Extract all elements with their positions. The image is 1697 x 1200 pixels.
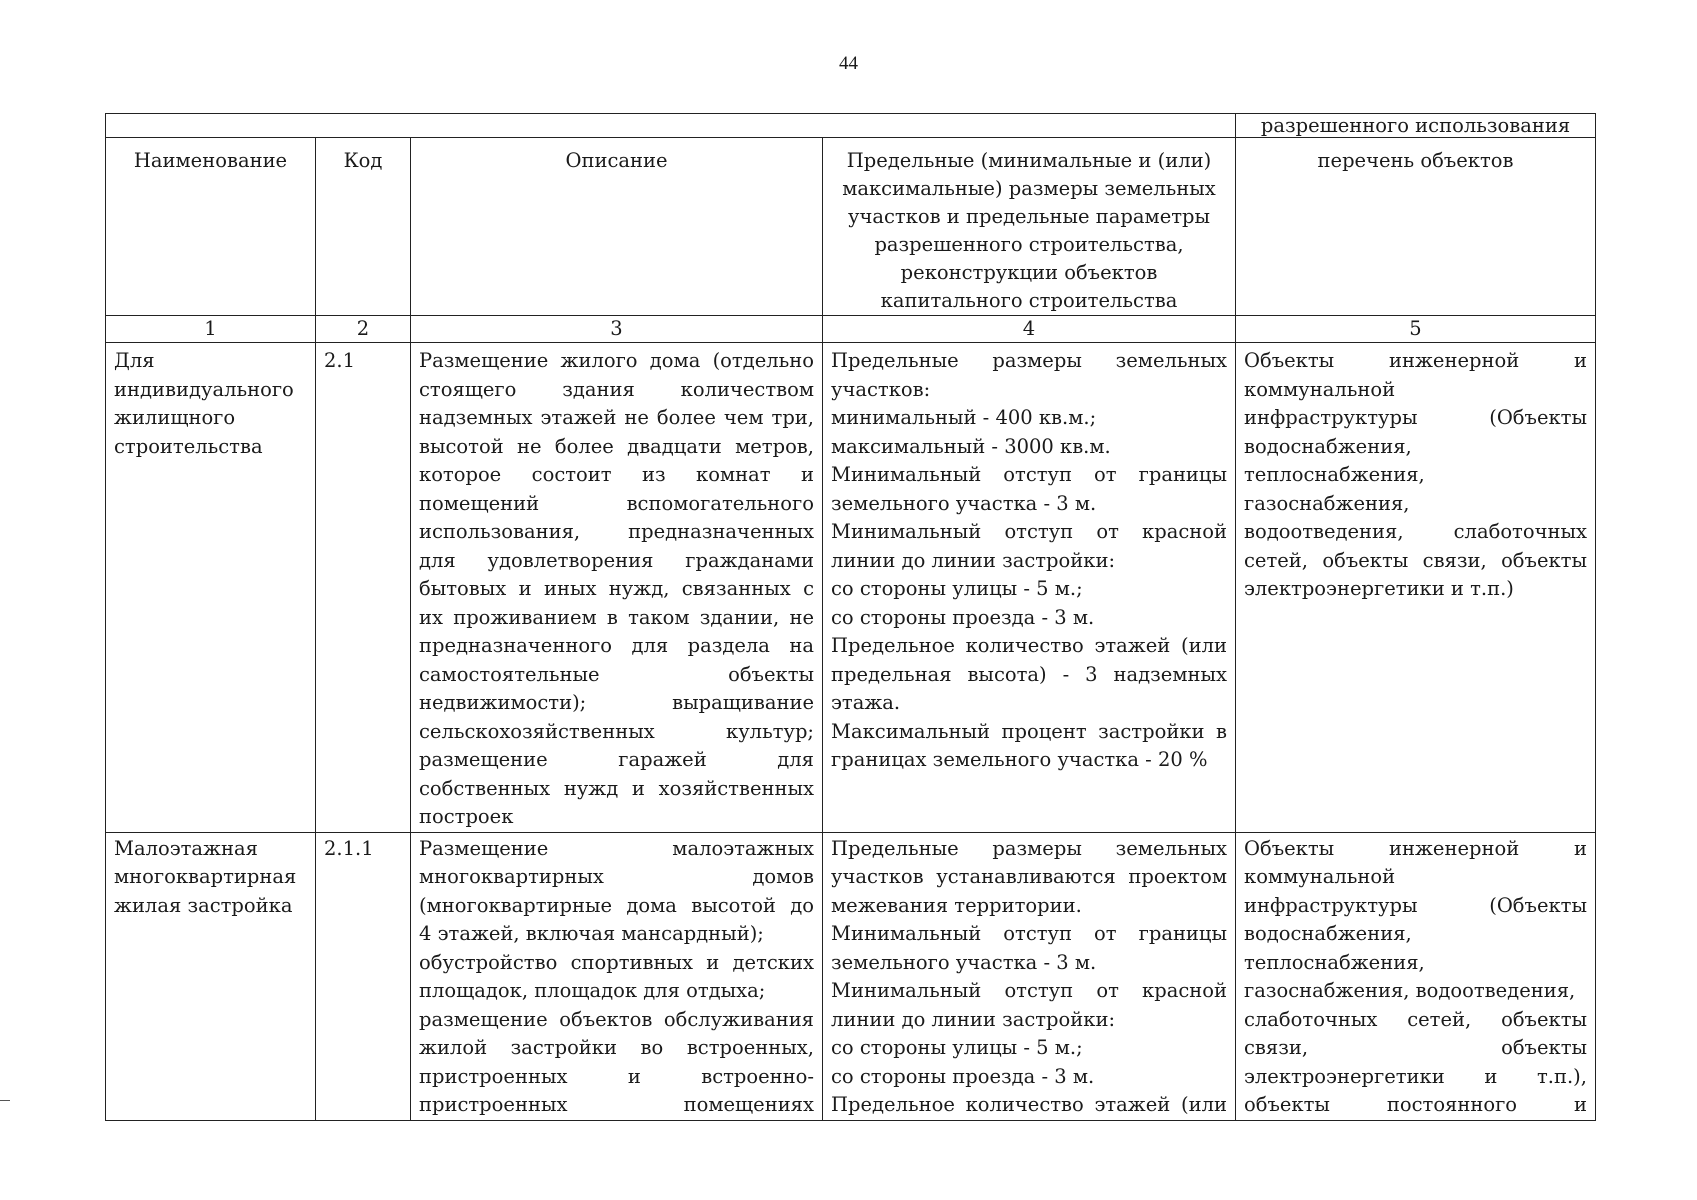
header-objects: перечень объектов — [1236, 138, 1596, 316]
limits-line: Минимальный отступ от красной — [831, 520, 1227, 543]
limits-line: Минимальный отступ от границы — [831, 463, 1227, 486]
row-name-line: жилая застройка — [114, 893, 293, 917]
description-line: Размещение жилого дома (отдельно — [419, 349, 814, 372]
header-limits-line: максимальные) размеры земельных — [842, 177, 1216, 200]
row-objects-cell — [1236, 832, 1596, 1120]
description-line: их проживанием в таком здании, не — [419, 605, 814, 629]
header-description: Описание — [411, 138, 823, 316]
description-line: которое состоит из комнат и — [419, 463, 814, 486]
objects-line: сетей, объекты связи, объекты — [1244, 548, 1587, 572]
header-row — [106, 138, 1596, 316]
header-limits — [823, 138, 1236, 316]
row-name-cell — [106, 832, 316, 1120]
row-name-line: многоквартирная — [114, 865, 297, 888]
limits-line: Минимальный отступ от границы — [831, 922, 1227, 945]
limits-line: со стороны проезда - 3 м. — [831, 605, 1095, 629]
objects-line: водоснабжения, — [1244, 434, 1412, 458]
description-line: Размещение малоэтажных — [419, 836, 814, 860]
column-number: 2 — [316, 316, 411, 343]
description-line: 4 этажей, включая мансардный); — [419, 922, 764, 945]
table-row — [106, 343, 1596, 833]
zoning-table — [105, 113, 1596, 1121]
row-limits-cell — [823, 832, 1236, 1120]
objects-line: электроэнергетики и т.п.) — [1244, 577, 1514, 600]
header-name: Наименование — [106, 138, 316, 316]
row-name-line: индивидуального — [114, 377, 294, 401]
caption-empty-cell — [106, 114, 1236, 138]
header-limits-line: разрешенного строительства, — [874, 233, 1184, 256]
scan-mark — [0, 1100, 10, 1101]
column-number-row — [106, 316, 1596, 343]
description-line: высотой не более двадцати метров, — [419, 434, 814, 458]
description-line: размещение гаражей для — [419, 748, 814, 771]
description-line: жилой застройки во встроенных, — [419, 1036, 814, 1059]
column-number: 5 — [1236, 316, 1596, 343]
description-line: пристроенных и встроенно- — [419, 1064, 814, 1088]
column-number: 3 — [411, 316, 823, 343]
objects-line: объекты постоянного и — [1244, 1093, 1587, 1116]
header-limits-line: Предельные (минимальные и (или) — [846, 149, 1212, 172]
description-line: стоящего здания количеством — [419, 377, 814, 401]
limits-line: границах земельного участка - 20 % — [831, 748, 1208, 771]
objects-line: коммунальной — [1244, 865, 1396, 888]
objects-line: теплоснабжения, — [1244, 950, 1425, 974]
objects-line: слаботочных сетей, объекты — [1244, 1007, 1587, 1031]
limits-line: Минимальный отступ от красной — [831, 979, 1227, 1002]
objects-line: коммунальной — [1244, 377, 1396, 401]
limits-line: Предельные размеры земельных — [831, 836, 1227, 860]
description-line: помещений вспомогательного — [419, 491, 814, 515]
column-number: 4 — [823, 316, 1236, 343]
row-name-line: Для — [114, 349, 155, 372]
description-line: предназначенного для раздела на — [419, 634, 814, 657]
limits-line: линии до линии застройки: — [831, 548, 1116, 572]
row-code-cell: 2.1.1 — [316, 832, 411, 1120]
row-description-cell — [411, 832, 823, 1120]
row-limits-cell — [823, 343, 1236, 833]
row-name-line: Малоэтажная — [114, 836, 258, 860]
limits-line: участков устанавливаются проектом — [831, 865, 1227, 888]
limits-line: Предельные размеры земельных — [831, 349, 1227, 372]
limits-line: со стороны улицы - 5 м.; — [831, 1036, 1083, 1059]
description-line: построек — [419, 805, 514, 828]
page-number: 44 — [839, 53, 858, 74]
limits-line: со стороны улицы - 5 м.; — [831, 577, 1083, 600]
objects-line: инфраструктуры (Объекты — [1244, 893, 1587, 917]
description-line: самостоятельные объекты — [419, 662, 814, 686]
row-objects-cell — [1236, 343, 1596, 833]
objects-line: водоснабжения, — [1244, 922, 1412, 945]
row-code-cell: 2.1 — [316, 343, 411, 833]
description-line: площадок, площадок для отдыха; — [419, 979, 766, 1002]
header-limits-line: капитального строительства — [880, 289, 1178, 312]
limits-line: земельного участка - 3 м. — [831, 491, 1097, 515]
column-number: 1 — [106, 316, 316, 343]
limits-line: со стороны проезда - 3 м. — [831, 1064, 1095, 1088]
description-line: пристроенных помещениях — [419, 1093, 814, 1116]
limits-line: участков: — [831, 377, 931, 401]
description-line: надземных этажей не более чем три, — [419, 406, 814, 429]
description-line: недвижимости); выращивание — [419, 691, 814, 714]
objects-line: инфраструктуры (Объекты — [1244, 406, 1587, 429]
row-name-line: строительства — [114, 434, 263, 458]
limits-line: минимальный - 400 кв.м.; — [831, 406, 1097, 429]
limits-line: Предельное количество этажей (или — [831, 634, 1227, 657]
objects-line: водоотведения, слаботочных — [1244, 520, 1587, 543]
objects-line: связи, объекты — [1244, 1036, 1587, 1059]
objects-line: газоснабжения, — [1244, 491, 1410, 515]
description-line: бытовых и иных нужд, связанных с — [419, 577, 814, 600]
description-line: обустройство спортивных и детских — [419, 950, 814, 974]
limits-line: максимальный - 3000 кв.м. — [831, 434, 1111, 458]
objects-line: газоснабжения, водоотведения, — [1244, 979, 1576, 1002]
caption-row — [106, 114, 1596, 138]
table-row — [106, 832, 1596, 1120]
header-code: Код — [316, 138, 411, 316]
limits-line: линии до линии застройки: — [831, 1007, 1116, 1031]
limits-line: земельного участка - 3 м. — [831, 950, 1097, 974]
row-name-line: жилищного — [114, 406, 236, 429]
description-line: (многоквартирные дома высотой до — [419, 893, 814, 917]
description-line: для удовлетворения гражданами — [419, 548, 814, 572]
objects-line: теплоснабжения, — [1244, 463, 1425, 486]
header-limits-line: реконструкции объектов — [900, 261, 1158, 284]
description-line: сельскохозяйственных культур; — [419, 719, 814, 743]
limits-line: межевания территории. — [831, 893, 1082, 917]
objects-line: Объекты инженерной и — [1244, 349, 1587, 372]
objects-line: Объекты инженерной и — [1244, 836, 1587, 860]
description-line: собственных нужд и хозяйственных — [419, 776, 814, 800]
row-name-cell — [106, 343, 316, 833]
objects-line: электроэнергетики и т.п.), — [1244, 1064, 1587, 1088]
description-line: использования, предназначенных — [419, 520, 814, 543]
description-line: размещение объектов обслуживания — [419, 1007, 814, 1031]
limits-line: Предельное количество этажей (или — [831, 1093, 1227, 1116]
limits-line: предельная высота) - 3 надземных — [831, 662, 1227, 686]
header-limits-line: участков и предельные параметры — [847, 205, 1211, 228]
description-line: многоквартирных домов — [419, 865, 814, 888]
row-description-cell — [411, 343, 823, 833]
limits-line: этажа. — [831, 691, 901, 714]
caption-cell: разрешенного использования — [1236, 114, 1596, 138]
limits-line: Максимальный процент застройки в — [831, 719, 1227, 743]
